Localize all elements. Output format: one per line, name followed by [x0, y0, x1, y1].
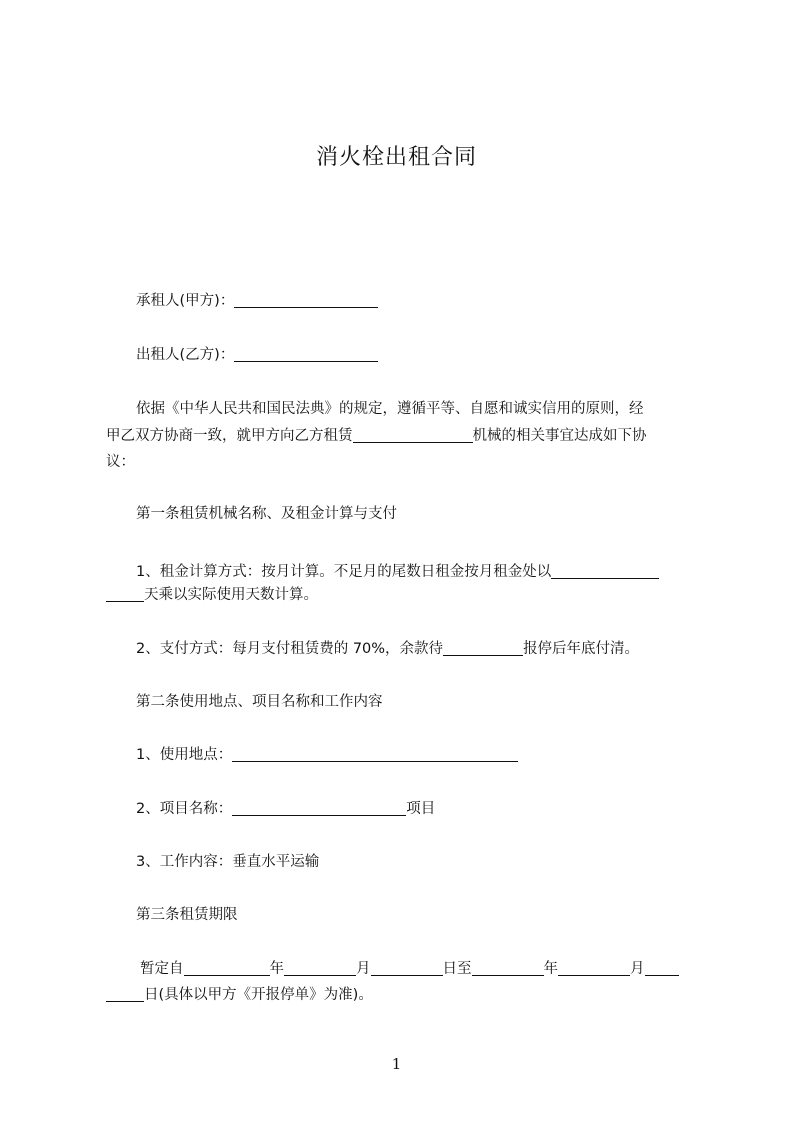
- document-title: 消火栓出租合同: [315, 145, 477, 170]
- intro-line-1: [136, 399, 736, 419]
- intro-text-2b: 机械的相关事宜达成如下协: [472, 428, 647, 444]
- location-label: 1、使用地点：: [136, 747, 233, 763]
- month-label-2: 月: [630, 961, 645, 977]
- intro-text-3: 议：: [106, 454, 135, 470]
- article2-item3: 3、工作内容：垂直水平运输: [136, 854, 320, 870]
- end-year-blank[interactable]: [472, 960, 544, 976]
- lessee-blank[interactable]: [234, 292, 378, 308]
- lessee-line: [136, 291, 736, 311]
- rent-days-blank-a[interactable]: [551, 563, 659, 579]
- period-start-label: 暂定自: [140, 961, 184, 977]
- article1-item2: [136, 639, 736, 659]
- intro-text-1: 依据《中华人民共和国民法典》的规定，遵循平等、自愿和诚实信用的原则，经: [136, 401, 644, 417]
- end-day-blank-a[interactable]: [645, 960, 679, 976]
- period-note: 日(具体以甲方《开报停单》为准)。: [144, 987, 373, 1003]
- start-year-blank[interactable]: [184, 960, 270, 976]
- machine-blank[interactable]: [353, 427, 473, 443]
- article3-line1: [140, 959, 740, 979]
- article3-heading: 第三条租赁期限: [136, 907, 238, 923]
- rent-days-blank-b[interactable]: [106, 586, 144, 602]
- article1-heading: 第一条租赁机械名称、及租金计算与支付: [136, 506, 397, 522]
- lessor-label: 出租人(乙方)：: [136, 347, 235, 363]
- end-day-blank-b[interactable]: [106, 986, 144, 1002]
- article3-line2: [106, 985, 706, 1005]
- intro-line-3: [106, 452, 706, 472]
- page-number: 1: [391, 1055, 402, 1073]
- day-to-label: 日至: [442, 961, 472, 977]
- article1-item1-line1: [136, 562, 736, 582]
- article2-item2: [136, 799, 736, 819]
- rent-calc-text: 1、租金计算方式：按月计算。不足月的尾数日租金按月租金处以: [136, 564, 552, 580]
- intro-line-2: [106, 426, 706, 446]
- location-blank[interactable]: [232, 746, 518, 762]
- end-month-blank[interactable]: [558, 960, 630, 976]
- rent-calc-text-2: 天乘以实际使用天数计算。: [144, 587, 318, 603]
- project-blank[interactable]: [232, 800, 406, 816]
- article2-heading: 第二条使用地点、项目名称和工作内容: [136, 694, 383, 710]
- payment-text-2: 报停后年底付清。: [523, 641, 640, 657]
- start-month-blank[interactable]: [284, 960, 356, 976]
- article2-item1: [136, 745, 736, 765]
- lessee-label: 承租人(甲方)：: [136, 293, 235, 309]
- project-suffix: 项目: [406, 801, 436, 817]
- start-day-blank[interactable]: [371, 960, 443, 976]
- payment-blank[interactable]: [443, 640, 523, 656]
- year-label-1: 年: [269, 961, 284, 977]
- lessor-blank[interactable]: [234, 346, 378, 362]
- intro-text-2a: 甲乙双方协商一致，就甲方向乙方租赁: [106, 428, 353, 444]
- month-label-1: 月: [356, 961, 371, 977]
- year-label-2: 年: [543, 961, 558, 977]
- lessor-line: [136, 345, 736, 365]
- project-label: 2、项目名称：: [136, 801, 233, 817]
- payment-text: 2、支付方式：每月支付租赁费的 70%，余款待: [136, 641, 444, 657]
- article1-item1-line2: [106, 585, 706, 605]
